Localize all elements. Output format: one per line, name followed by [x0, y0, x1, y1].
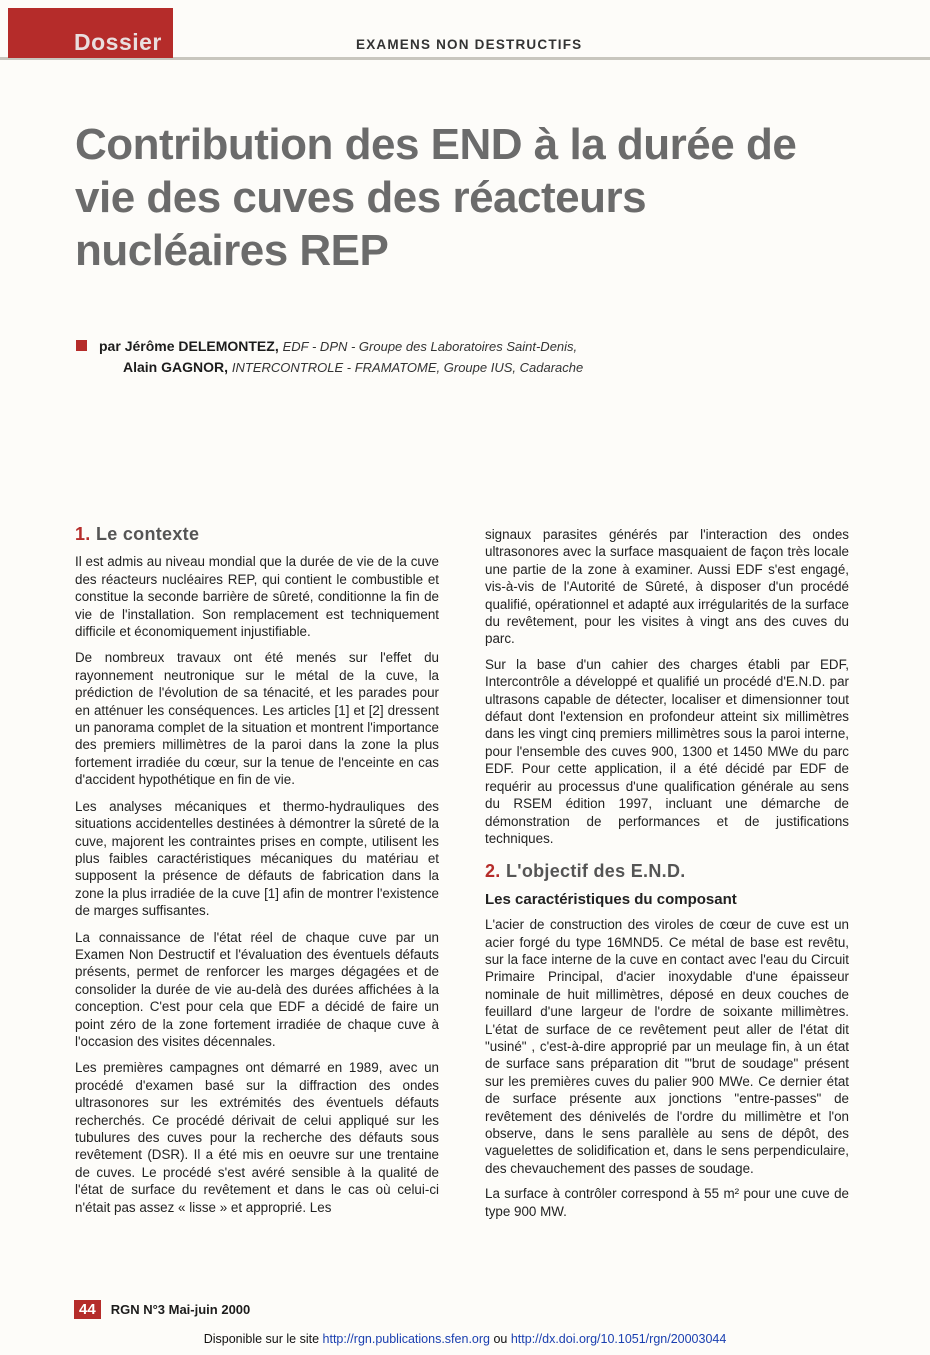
author-2-name: Alain GAGNOR,	[123, 359, 229, 375]
paragraph: La surface à contrôler correspond à 55 m² pour une cuve de type 900 MW.	[485, 1186, 849, 1219]
availability-note	[0, 1332, 930, 1346]
availability-prefix: Disponible sur le site	[203, 1332, 320, 1346]
page-footer	[74, 1300, 250, 1319]
dossier-label: Dossier	[74, 29, 162, 55]
author-line-1	[76, 336, 583, 357]
paragraph: L'acier de construction des viroles de cœur de cuve est un acier forgé du type 16MND5. Ce métal de base est revêtu, sur la face interne de la cuve en contact avec l'eau du Circuit Primaire Principal, d'acier inoxydable d'une épaisseur nominale de huit millimètres, déposé en deux couches de feuillard d'une largeur de l'ordre de soixante millimètres. L'état de surface de ce revêtement peut aller de l'état dit "usiné" , c'est-à-dire approprié par un meulage fin, à un état de surface sans préparation dit '"brut de soudage" présent sur les premières cuves du palier 900 MWe. Ce dernier état de surface présente aux jonctions "entre-passes" de revêtement des dénivelés de l'ordre du millimètre et l'on observe, dans le sens parallèle au sens de dépôt, des vaguelettes de solidification et, dans le sens perpendiculaire, des chevauchement des passes de soudage.	[485, 917, 849, 1176]
bullet-square-icon	[76, 340, 87, 351]
paragraph: Il est admis au niveau mondial que la durée de vie de la cuve des réacteurs nucléaires REP, qui contient le combustible et constitue la seconde barrière de sûreté, conditionne la fin de vie de l'installation. Son remplacement est techniquement difficile et économiquement injustifiable.	[75, 554, 439, 640]
section-2-title: L'objectif des E.N.D.	[505, 861, 686, 882]
by-label: par	[99, 338, 121, 354]
dossier-tab	[8, 8, 173, 58]
author-1-affiliation: EDF - DPN - Groupe des Laboratoires Saint-Denis,	[282, 339, 578, 354]
paragraph: De nombreux travaux ont été menés sur l'effet du rayonnement neutronique sur le métal de la cuve, la prédiction de l'évolution de sa ténacité, et les parades pour en atténuer les conséquences. Les articles [1] et [2] dressent un panorama complet de la situation et montrent l'importance des premiers millimètres de la paroi dans la zone la plus fortement irradiée du cœur, sur la tenue de l'enceinte en cas d'accident hypothétique en fin de vie.	[75, 650, 439, 788]
left-column	[75, 524, 439, 1225]
paragraph: La connaissance de l'état réel de chaque cuve par un Examen Non Destructif et l'évaluation des éventuels défauts présents, permet de renforcer les marges dégagées et de consolider la durée de vie au-delà des durées affichées à la conception. C'est pour cela que EDF a décidé de faire un point zéro de la zone fortement irradiée de chaque cuve à l'occasion des visites décennales.	[75, 929, 439, 1049]
page-number: 44	[74, 1300, 101, 1319]
section-2-number: 2.	[485, 861, 501, 882]
paragraph: Les analyses mécaniques et thermo-hydrauliques des situations accidentelles destinées à démontrer la sûreté de la cuve, majorent les contraintes prises en compte, utilisent les plus faibles caractéristiques mécaniques du matériau et supposent la présence de défauts de fabrication dans la zone la plus irradiée de la cuve [1] afin de montrer l'existence de marges suffisantes.	[75, 798, 439, 919]
author-2-affiliation: INTERCONTROLE - FRAMATOME, Groupe IUS, Cadarache	[231, 360, 584, 375]
section-1-title: Le contexte	[95, 524, 200, 544]
right-column	[485, 526, 849, 1228]
section-1-number: 1.	[75, 524, 91, 544]
availability-joiner: ou	[493, 1332, 508, 1346]
paragraph: signaux parasites générés par l'interaction des ondes ultrasonores avec la surface masquaient de façon très locale une partie de la zone à examiner. Aussi EDF s'est engagé, vis-à-vis de l'Autorité de Sûreté, à disposer d'un procédé qualifié, opérationnel et adapté aux irrégularités de la surface du revêtement, pour les visites à vingt ans des cuves du parc.	[485, 527, 849, 647]
section-2-heading	[485, 863, 849, 880]
author-line-2	[76, 357, 583, 378]
author-block	[76, 336, 583, 378]
section-1-heading	[75, 526, 439, 543]
paragraph: Sur la base d'un cahier des charges établi par EDF, Intercontrôle a développé et qualifié un procédé d'E.N.D. par ultrasons capable de détecter, localiser et dimensionner tout défaut dont l'extension en profondeur atteint six millimètres dans les vingt cinq premiers millimètres sous la paroi interne, pour l'ensemble des cuves 900, 1300 et 1450 MWe du parc EDF. Pour cette application, il a été décidé par EDF de requérir au processus d'une qualification générale au sens du RSEM édition 1997, incluant une démarche de démonstration de performances et de justifications techniques.	[485, 656, 849, 846]
section-2-subheading: Les caractéristiques du composant	[485, 890, 737, 908]
doi-link[interactable]: http://dx.doi.org/10.1051/rgn/20003044	[510, 1332, 727, 1346]
paragraph: Les premières campagnes ont démarré en 1989, avec un procédé d'examen basé sur la diffraction des ondes ultrasonores sur les extrémités des éventuels défauts recherchés. Ce procédé dérivait de celui appliqué sur les tubulures des cuves pour la recherche des défauts sous revêtement (DSR). Il a été mis en oeuvre sur une trentaine de cuves. Le procédé s'est avéré sensible à la qualité de l'état de surface du revêtement et dans le cas où celui-ci n'était pas assez « lisse » et approprié. Les	[75, 1060, 439, 1215]
section-header: EXAMENS NON DESTRUCTIFS	[356, 37, 583, 52]
article-title: Contribution des END à la durée de vie des cuves des réacteurs nucléaires REP	[75, 120, 797, 275]
site-link[interactable]: http://rgn.publications.sfen.org	[322, 1332, 490, 1346]
journal-issue: RGN N°3 Mai-juin 2000	[110, 1302, 251, 1317]
author-1-name: Jérôme DELEMONTEZ,	[124, 338, 279, 354]
